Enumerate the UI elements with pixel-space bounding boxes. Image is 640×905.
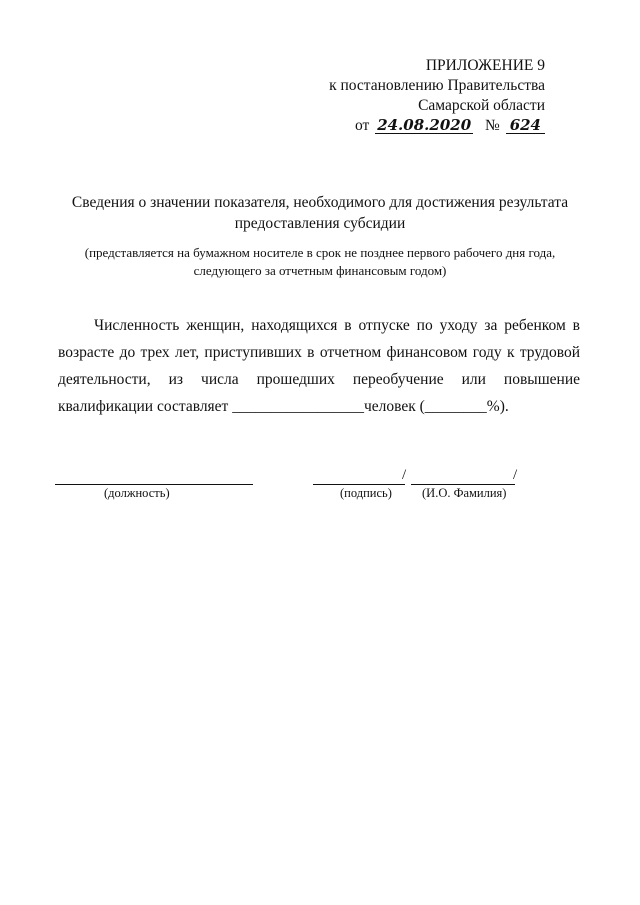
heading-line-1: Сведения о значении показателя, необходимого для достижения результата bbox=[71, 194, 569, 211]
position-line bbox=[55, 484, 253, 485]
handwritten-date: 24.08.2020 bbox=[377, 116, 472, 134]
appendix-block bbox=[329, 56, 545, 136]
appendix-resolution-line: к постановлению Правительства bbox=[329, 77, 545, 94]
heading-line-2: предоставления субсидии bbox=[234, 215, 406, 232]
appendix-date-line bbox=[329, 116, 545, 136]
note-line-2: следующего за отчетным финансовым годом) bbox=[193, 263, 447, 278]
number-prefix: № bbox=[485, 117, 500, 134]
appendix-title: ПРИЛОЖЕНИЕ 9 bbox=[425, 57, 545, 74]
date-prefix: от bbox=[354, 117, 370, 134]
signature-slash-1: / bbox=[402, 467, 407, 483]
note-line-1: (представляется на бумажном носителе в срок не позднее первого рабочего дня года, bbox=[84, 245, 556, 260]
appendix-region-line: Самарской области bbox=[418, 97, 545, 114]
signature-line bbox=[313, 484, 405, 485]
submission-note bbox=[60, 244, 580, 280]
handwritten-number: 624 bbox=[506, 118, 545, 134]
indicator-paragraph bbox=[58, 312, 580, 420]
signature-caption: (подпись) bbox=[340, 486, 392, 500]
document-heading bbox=[60, 192, 580, 234]
signature-slash-2: / bbox=[513, 467, 518, 483]
indicator-text: Численность женщин, находящихся в отпуске по уходу за ребенком в возрасте до трех лет, приступивших в отчетном финансовом году к трудовой деятельности, из числа прошедших переобучение или повышение квалификации составляет _________________человек (________%). bbox=[58, 317, 580, 415]
name-caption: (И.О. Фамилия) bbox=[422, 486, 507, 500]
name-line bbox=[411, 484, 515, 485]
position-caption: (должность) bbox=[104, 486, 170, 500]
